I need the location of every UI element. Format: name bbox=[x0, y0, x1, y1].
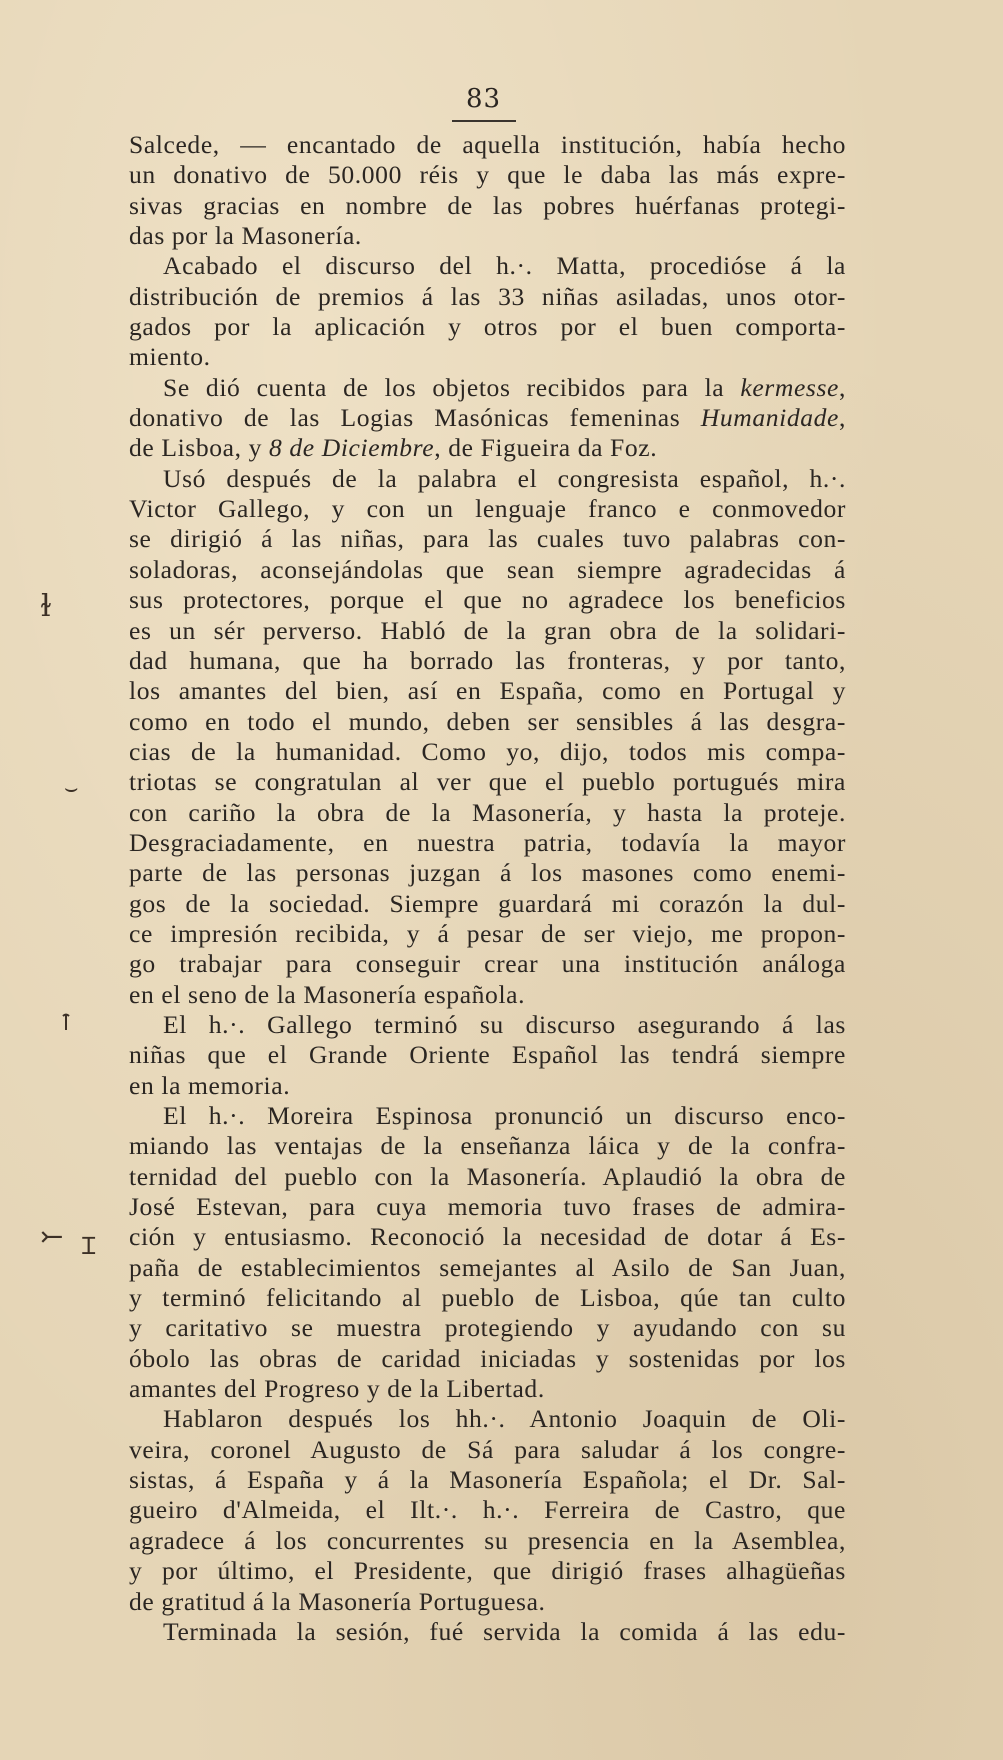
text-line: Terminada la sesión, fué servida la comida á las edu- bbox=[163, 1616, 846, 1646]
text-line: ce impresión recibida, y á pesar de ser viejo, me propon- bbox=[129, 918, 846, 948]
text-line: y por último, el Presidente, que dirigió frases alhagüeñas bbox=[129, 1556, 846, 1586]
text-line: Usó después de la palabra el congresista español, h.·. bbox=[163, 463, 846, 493]
text-line: sivas gracias en nombre de las pobres huérfanas protegi- bbox=[129, 190, 846, 220]
text-line: Acabado el discurso del h.·. Matta, procedióse á la bbox=[163, 251, 846, 281]
body-text bbox=[129, 130, 846, 1647]
margin-pencil-mark: ⌣ bbox=[64, 776, 79, 801]
text-line: sus protectores, porque el que no agradece los beneficios bbox=[129, 585, 846, 615]
margin-pencil-mark: ⤚ bbox=[40, 1220, 64, 1253]
text-line: donativo de las Logias Masónicas femeninas Humanidade, bbox=[129, 403, 846, 433]
text-line: das por la Masonería. bbox=[129, 221, 362, 251]
text-line: paña de establecimientos semejantes al Asilo de San Juan, bbox=[129, 1252, 846, 1282]
text-line: veira, coronel Augusto de Sá para saludar á los congre- bbox=[129, 1434, 846, 1464]
page-number: 83 bbox=[466, 84, 502, 114]
text-line: se dirigió á las niñas, para las cuales tuvo palabras con- bbox=[129, 524, 846, 554]
text-line: triotas se congratulan al ver que el pueblo portugués mira bbox=[129, 767, 846, 797]
text-line: Hablaron después los hh.·. Antonio Joaquin de Oli- bbox=[163, 1404, 846, 1434]
text-line: José Estevan, para cuya memoria tuvo frases de admira- bbox=[129, 1192, 846, 1222]
page-number-rule bbox=[452, 120, 516, 122]
text-line: Se dió cuenta de los objetos recibidos para la kermesse, bbox=[163, 372, 846, 402]
text-line: Victor Gallego, y con un lenguaje franco e conmovedor bbox=[129, 494, 846, 524]
text-line: ción y entusiasmo. Reconoció la necesidad de dotar á Es- bbox=[129, 1222, 846, 1252]
text-line: Salcede, — encantado de aquella institución, había hecho bbox=[129, 130, 846, 159]
text-line: miando las ventajas de la enseñanza láica y de la confra- bbox=[129, 1131, 846, 1161]
margin-pencil-mark: Ɪ bbox=[82, 1232, 96, 1260]
text-line: ternidad del pueblo con la Masonería. Aplaudió la obra de bbox=[129, 1161, 846, 1191]
text-line: gados por la aplicación y otros por el buen comporta- bbox=[129, 312, 846, 342]
text-line: de Lisboa, y 8 de Diciembre, de Figueira da Foz. bbox=[129, 433, 658, 463]
text-line: gueiro d'Almeida, el Ilt.·. h.·. Ferreira de Castro, que bbox=[129, 1495, 846, 1525]
text-line: soladoras, aconsejándolas que sean siempre agradecidas á bbox=[129, 554, 846, 584]
text-line: un donativo de 50.000 réis y que le daba las más expre- bbox=[129, 160, 846, 190]
text-line: niñas que el Grande Oriente Español las tendrá siempre bbox=[129, 1040, 846, 1070]
text-line: El h.·. Moreira Espinosa pronunció un discurso enco- bbox=[163, 1101, 846, 1130]
text-line: El h.·. Gallego terminó su discurso asegurando á las bbox=[163, 1009, 846, 1039]
text-line: amantes del Progreso y de la Libertad. bbox=[129, 1374, 545, 1404]
text-line: con cariño la obra de la Masonería, y hasta la proteje. bbox=[129, 797, 846, 827]
text-line: sistas, á España y á la Masonería Española; el Dr. Sal- bbox=[129, 1465, 846, 1495]
text-line: en el seno de la Masonería española. bbox=[129, 979, 526, 1009]
text-line: dad humana, que ha borrado las fronteras, y por tanto, bbox=[129, 645, 846, 675]
italic-text: 8 de Diciembre bbox=[269, 433, 435, 463]
margin-pencil-mark bbox=[62, 1010, 70, 1028]
text-line: y caritativo se muestra protegiendo y ayudando con su bbox=[129, 1313, 846, 1343]
text-line: es un sér perverso. Habló de la gran obra de la solidari- bbox=[129, 615, 846, 645]
text-line: óbolo las obras de caridad iniciadas y sostenidas por los bbox=[129, 1343, 846, 1373]
text-line: go trabajar para conseguir crear una institución análoga bbox=[129, 949, 846, 979]
italic-text: Humanidade bbox=[700, 403, 839, 433]
text-line: distribución de premios á las 33 niñas asiladas, unos otor- bbox=[129, 281, 846, 311]
margin-pencil-mark: ɫ bbox=[40, 589, 52, 624]
text-line: miento. bbox=[129, 342, 211, 372]
text-line: en la memoria. bbox=[129, 1070, 291, 1100]
text-line: como en todo el mundo, deben ser sensibles á las desgra- bbox=[129, 706, 846, 736]
text-line: los amantes del bien, así en España, como en Portugal y bbox=[129, 676, 846, 706]
text-line: parte de las personas juzgan á los masones como enemi- bbox=[129, 858, 846, 888]
text-line: cias de la humanidad. Como yo, dijo, todos mis compa- bbox=[129, 736, 846, 766]
text-line: y terminó felicitando al pueblo de Lisboa, qúe tan culto bbox=[129, 1283, 846, 1313]
text-line: de gratitud á la Masonería Portuguesa. bbox=[129, 1586, 546, 1616]
text-line: agradece á los concurrentes su presencia en la Asemblea, bbox=[129, 1525, 846, 1555]
text-line: gos de la sociedad. Siempre guardará mi corazón la dul- bbox=[129, 888, 846, 918]
italic-text: kermesse bbox=[740, 372, 839, 402]
text-line: Desgraciadamente, en nuestra patria, todavía la mayor bbox=[129, 827, 846, 857]
